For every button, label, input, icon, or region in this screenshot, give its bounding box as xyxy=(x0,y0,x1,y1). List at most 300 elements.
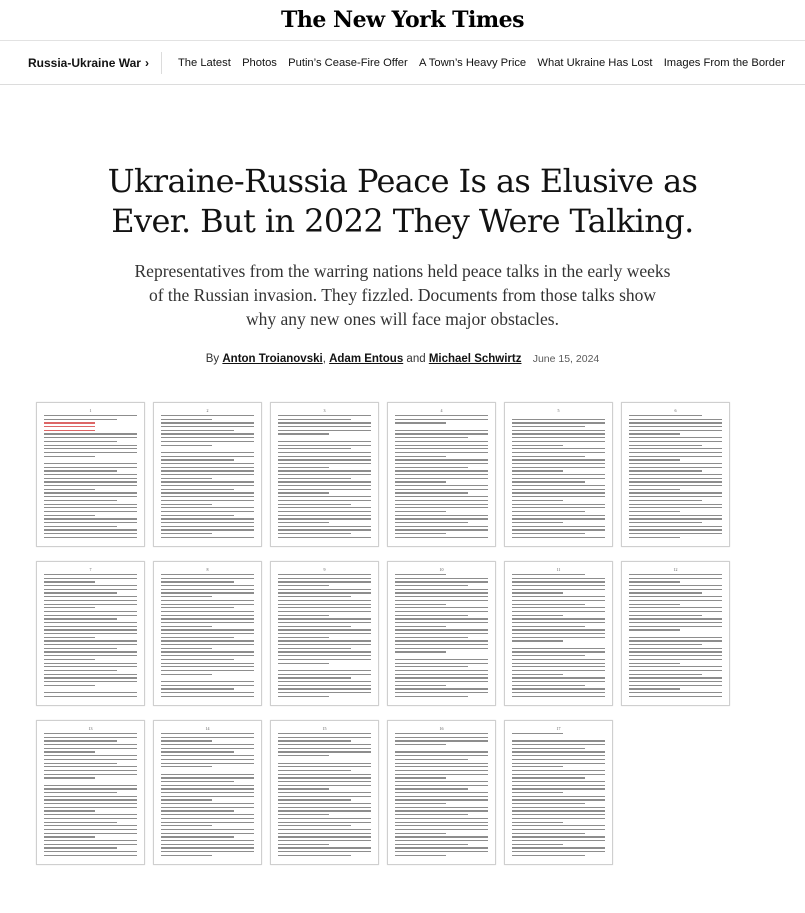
text-line xyxy=(278,496,371,497)
text-line xyxy=(629,611,722,612)
text-line xyxy=(278,622,371,623)
page-text-lines xyxy=(512,415,605,538)
text-line xyxy=(278,441,371,442)
text-line xyxy=(161,659,234,660)
text-line xyxy=(629,463,722,464)
text-line xyxy=(395,504,488,505)
text-line xyxy=(512,844,563,845)
text-line xyxy=(512,810,605,811)
text-line xyxy=(512,518,605,519)
text-line xyxy=(161,833,254,834)
text-line xyxy=(44,792,117,793)
page-number: 2 xyxy=(206,408,209,413)
text-line xyxy=(161,751,234,752)
text-line xyxy=(629,633,722,634)
text-line xyxy=(278,681,371,682)
text-line xyxy=(512,785,605,786)
text-line xyxy=(629,445,702,446)
text-line xyxy=(161,618,254,619)
text-line xyxy=(44,781,137,782)
text-line xyxy=(395,751,488,752)
text-line xyxy=(278,818,371,819)
text-line xyxy=(395,740,488,741)
text-line xyxy=(278,799,351,800)
text-line xyxy=(161,733,254,734)
text-line xyxy=(512,674,563,675)
nav-divider xyxy=(161,52,162,74)
text-line xyxy=(161,611,254,612)
nav-link-the-latest[interactable]: The Latest xyxy=(177,56,231,69)
text-line xyxy=(161,522,254,523)
text-line xyxy=(395,437,468,438)
text-line xyxy=(44,692,137,693)
text-line xyxy=(44,596,137,597)
text-line xyxy=(44,607,95,608)
text-line xyxy=(629,618,722,619)
text-line xyxy=(512,578,605,579)
text-line xyxy=(278,507,371,508)
text-line xyxy=(44,751,95,752)
text-line xyxy=(512,737,605,738)
text-line xyxy=(629,441,722,442)
text-line xyxy=(512,430,605,431)
text-line xyxy=(44,836,95,837)
text-line xyxy=(395,818,488,819)
text-line xyxy=(629,459,680,460)
text-line xyxy=(629,615,702,616)
text-line xyxy=(44,574,137,575)
text-line xyxy=(161,763,254,764)
text-line xyxy=(629,481,722,482)
text-line xyxy=(629,692,722,693)
text-line xyxy=(629,585,722,586)
section-navbar xyxy=(0,41,805,85)
text-line xyxy=(278,474,371,475)
document-page-thumbnail[interactable] xyxy=(504,720,613,865)
text-line xyxy=(44,470,117,471)
nav-section-russia-ukraine-war[interactable] xyxy=(28,56,149,70)
text-line xyxy=(278,781,371,782)
text-line xyxy=(395,640,488,641)
text-line xyxy=(395,585,468,586)
text-line xyxy=(629,533,722,534)
document-page-thumbnail[interactable] xyxy=(36,561,145,706)
text-line xyxy=(512,696,605,697)
text-line xyxy=(44,419,117,420)
text-line xyxy=(44,526,117,527)
text-line xyxy=(395,844,468,845)
text-line xyxy=(395,644,488,645)
text-line xyxy=(629,515,722,516)
text-line xyxy=(512,592,563,593)
text-line xyxy=(278,626,351,627)
text-line xyxy=(161,526,254,527)
document-page-thumbnail[interactable] xyxy=(504,402,613,547)
text-line xyxy=(395,537,488,538)
text-line xyxy=(161,807,254,808)
text-line xyxy=(278,755,329,756)
text-line xyxy=(161,688,234,689)
text-line xyxy=(395,507,488,508)
text-line xyxy=(44,433,137,434)
text-line xyxy=(512,452,605,453)
text-line xyxy=(395,744,446,745)
text-line xyxy=(44,589,137,590)
text-line xyxy=(44,474,137,475)
text-line xyxy=(278,737,371,738)
page-text-lines xyxy=(395,733,488,856)
text-line xyxy=(44,807,137,808)
text-line xyxy=(161,419,212,420)
text-line xyxy=(278,677,351,678)
text-line xyxy=(512,847,605,848)
text-line xyxy=(44,744,137,745)
text-line xyxy=(278,770,351,771)
text-line xyxy=(161,644,254,645)
text-line xyxy=(161,433,254,434)
text-line xyxy=(161,681,254,682)
text-line xyxy=(395,688,488,689)
text-line xyxy=(512,751,605,752)
text-line xyxy=(395,419,488,420)
page-number: 8 xyxy=(206,567,209,572)
text-line xyxy=(44,633,137,634)
document-page-thumbnail[interactable] xyxy=(270,402,379,547)
text-line xyxy=(395,655,488,656)
byline xyxy=(0,353,805,365)
text-line xyxy=(512,648,605,649)
text-line xyxy=(278,666,371,667)
text-line xyxy=(512,666,605,667)
text-line xyxy=(278,655,371,656)
text-line xyxy=(161,478,212,479)
text-line xyxy=(161,578,254,579)
nav-link-images-border[interactable]: Images From the Border xyxy=(663,56,785,69)
text-line xyxy=(629,670,722,671)
text-line xyxy=(629,478,722,479)
text-line xyxy=(278,825,351,826)
text-line xyxy=(161,755,254,756)
text-line xyxy=(395,851,488,852)
text-line xyxy=(161,441,254,442)
text-line xyxy=(44,637,95,638)
text-line xyxy=(395,681,488,682)
text-line xyxy=(512,651,605,652)
nav-link-what-ukraine-lost[interactable]: What Ukraine Has Lost xyxy=(537,56,653,69)
text-line xyxy=(512,766,563,767)
text-line xyxy=(161,600,254,601)
text-line xyxy=(512,763,605,764)
text-line xyxy=(512,496,605,497)
author-link-troianovski[interactable]: Anton Troianovski xyxy=(222,353,323,365)
text-line xyxy=(395,604,446,605)
text-line xyxy=(395,814,468,815)
text-line xyxy=(278,526,371,527)
text-line xyxy=(395,433,488,434)
text-line xyxy=(44,626,137,627)
text-line xyxy=(512,581,605,582)
text-line xyxy=(278,759,371,760)
text-line xyxy=(278,670,371,671)
document-page-thumbnail[interactable] xyxy=(387,402,496,547)
text-line xyxy=(395,659,488,660)
page-text-lines xyxy=(278,415,371,538)
text-line xyxy=(395,430,488,431)
text-line xyxy=(278,467,329,468)
text-line xyxy=(512,585,605,586)
text-line xyxy=(278,529,371,530)
text-line xyxy=(395,607,488,608)
text-line xyxy=(44,688,137,689)
text-line xyxy=(395,748,488,749)
text-line xyxy=(44,459,137,460)
page-number: 1 xyxy=(89,408,92,413)
text-line xyxy=(278,485,371,486)
text-line xyxy=(278,533,351,534)
text-line xyxy=(44,840,137,841)
text-line xyxy=(629,663,680,664)
text-line xyxy=(161,803,254,804)
text-line xyxy=(512,615,563,616)
text-line xyxy=(629,485,722,486)
text-line xyxy=(44,785,137,786)
text-line xyxy=(44,763,117,764)
text-line xyxy=(512,799,605,800)
text-line xyxy=(395,467,468,468)
text-line xyxy=(629,507,722,508)
document-page-thumbnail[interactable] xyxy=(621,402,730,547)
text-line xyxy=(44,604,137,605)
text-line xyxy=(512,851,605,852)
page-text-lines xyxy=(629,574,722,697)
text-line xyxy=(44,504,137,505)
text-line xyxy=(161,507,254,508)
text-line xyxy=(278,515,371,516)
text-line xyxy=(278,518,371,519)
text-line xyxy=(44,492,137,493)
text-line xyxy=(278,803,371,804)
text-line xyxy=(278,833,371,834)
text-line xyxy=(512,618,605,619)
page-number: 9 xyxy=(323,567,326,572)
text-line xyxy=(629,644,702,645)
text-line xyxy=(629,696,722,697)
nav-link-cease-fire-offer[interactable]: Putin’s Cease-Fire Offer xyxy=(288,56,408,69)
text-line xyxy=(161,437,254,438)
text-line xyxy=(629,492,722,493)
text-line xyxy=(161,504,212,505)
text-line xyxy=(629,607,722,608)
text-line xyxy=(44,515,95,516)
text-line xyxy=(161,822,254,823)
text-line xyxy=(512,448,605,449)
page-number: 7 xyxy=(89,567,92,572)
document-page-thumbnail[interactable] xyxy=(153,402,262,547)
text-line xyxy=(44,522,137,523)
text-line xyxy=(512,829,605,830)
text-line xyxy=(44,489,95,490)
text-line xyxy=(44,777,95,778)
text-line xyxy=(278,696,329,697)
document-page-thumbnail[interactable] xyxy=(153,561,262,706)
text-line xyxy=(44,467,137,468)
document-page-thumbnail[interactable] xyxy=(504,561,613,706)
page-number: 17 xyxy=(556,726,561,731)
text-line xyxy=(44,533,137,534)
text-line xyxy=(44,651,137,652)
text-line xyxy=(512,515,605,516)
text-line xyxy=(512,474,605,475)
text-line xyxy=(629,674,702,675)
text-line xyxy=(629,626,722,627)
text-line xyxy=(161,844,254,845)
page-number: 3 xyxy=(323,408,326,413)
text-line xyxy=(44,426,95,427)
text-line xyxy=(44,833,137,834)
text-line xyxy=(278,463,371,464)
text-line xyxy=(395,696,468,697)
text-line xyxy=(44,481,137,482)
document-page-thumbnail[interactable] xyxy=(153,720,262,865)
text-line xyxy=(161,448,254,449)
text-line xyxy=(629,651,722,652)
document-page-thumbnail[interactable] xyxy=(270,561,379,706)
text-line xyxy=(278,659,371,660)
text-line xyxy=(629,518,722,519)
text-line xyxy=(512,755,605,756)
text-line xyxy=(512,574,585,575)
text-line xyxy=(278,452,371,453)
text-line xyxy=(395,803,446,804)
author-link-schwirtz[interactable]: Michael Schwirtz xyxy=(428,353,522,365)
text-line xyxy=(395,574,446,575)
text-line xyxy=(395,533,446,534)
text-line xyxy=(512,485,605,486)
text-line xyxy=(629,433,680,434)
text-line xyxy=(629,629,680,630)
text-line xyxy=(512,681,605,682)
text-line xyxy=(395,825,488,826)
text-line xyxy=(161,637,234,638)
text-line xyxy=(512,663,605,664)
text-line xyxy=(512,777,585,778)
text-line xyxy=(278,851,371,852)
text-line xyxy=(512,478,605,479)
text-line xyxy=(512,622,605,623)
text-line xyxy=(278,419,351,420)
text-line xyxy=(278,763,371,764)
text-line xyxy=(161,629,254,630)
text-line xyxy=(395,670,488,671)
nyt-logo[interactable]: The New York Times xyxy=(280,7,525,33)
text-line xyxy=(44,500,117,501)
nav-links xyxy=(178,57,785,69)
text-line xyxy=(395,518,488,519)
article-header xyxy=(0,85,805,365)
text-line xyxy=(161,818,254,819)
text-line xyxy=(395,596,488,597)
text-line xyxy=(161,825,212,826)
text-line xyxy=(395,626,446,627)
page-number: 16 xyxy=(439,726,444,731)
text-line xyxy=(278,615,329,616)
text-line xyxy=(44,770,137,771)
text-line xyxy=(512,589,605,590)
text-line xyxy=(161,622,254,623)
text-line xyxy=(395,666,468,667)
text-line xyxy=(512,433,605,434)
text-line xyxy=(161,785,254,786)
text-line xyxy=(629,592,702,593)
text-line xyxy=(278,422,371,423)
text-line xyxy=(161,814,254,815)
text-line xyxy=(629,581,680,582)
text-line xyxy=(161,810,234,811)
text-line xyxy=(278,581,371,582)
text-line xyxy=(629,415,702,416)
text-line xyxy=(161,770,254,771)
text-line xyxy=(512,470,563,471)
text-line xyxy=(512,814,605,815)
text-line xyxy=(44,622,137,623)
page-text-lines xyxy=(512,574,605,697)
document-page-thumbnail[interactable] xyxy=(36,402,145,547)
nav-link-photos[interactable]: Photos xyxy=(242,56,277,69)
text-line xyxy=(395,459,488,460)
text-line xyxy=(161,829,254,830)
text-line xyxy=(629,437,722,438)
text-line xyxy=(161,677,254,678)
document-page-thumbnail[interactable] xyxy=(387,561,496,706)
text-line xyxy=(512,833,585,834)
text-line xyxy=(278,611,371,612)
text-line xyxy=(512,600,605,601)
text-line xyxy=(278,578,371,579)
text-line xyxy=(395,456,446,457)
text-line xyxy=(44,496,137,497)
text-line xyxy=(629,659,722,660)
text-line xyxy=(629,529,722,530)
text-line xyxy=(161,615,254,616)
text-line xyxy=(512,604,585,605)
author-link-entous[interactable]: Adam Entous xyxy=(329,353,404,365)
text-line xyxy=(512,437,605,438)
text-line xyxy=(512,688,605,689)
text-line xyxy=(512,640,563,641)
text-line xyxy=(395,755,488,756)
document-page-thumbnail[interactable] xyxy=(270,720,379,865)
text-line xyxy=(629,681,722,682)
text-line xyxy=(512,607,605,608)
text-line xyxy=(278,633,371,634)
document-page-thumbnail[interactable] xyxy=(621,561,730,706)
text-line xyxy=(395,648,488,649)
text-line xyxy=(395,452,488,453)
text-line xyxy=(629,426,722,427)
text-line xyxy=(512,659,605,660)
document-page-grid xyxy=(36,402,730,865)
nav-link-towns-heavy-price[interactable]: A Town’s Heavy Price xyxy=(419,56,527,69)
text-line xyxy=(161,511,254,512)
document-page-thumbnail[interactable] xyxy=(387,720,496,865)
document-page-thumbnail[interactable] xyxy=(36,720,145,865)
text-line xyxy=(44,485,137,486)
text-line xyxy=(44,818,137,819)
text-line xyxy=(278,433,329,434)
text-line xyxy=(161,788,254,789)
text-line xyxy=(44,825,137,826)
text-line xyxy=(395,448,488,449)
